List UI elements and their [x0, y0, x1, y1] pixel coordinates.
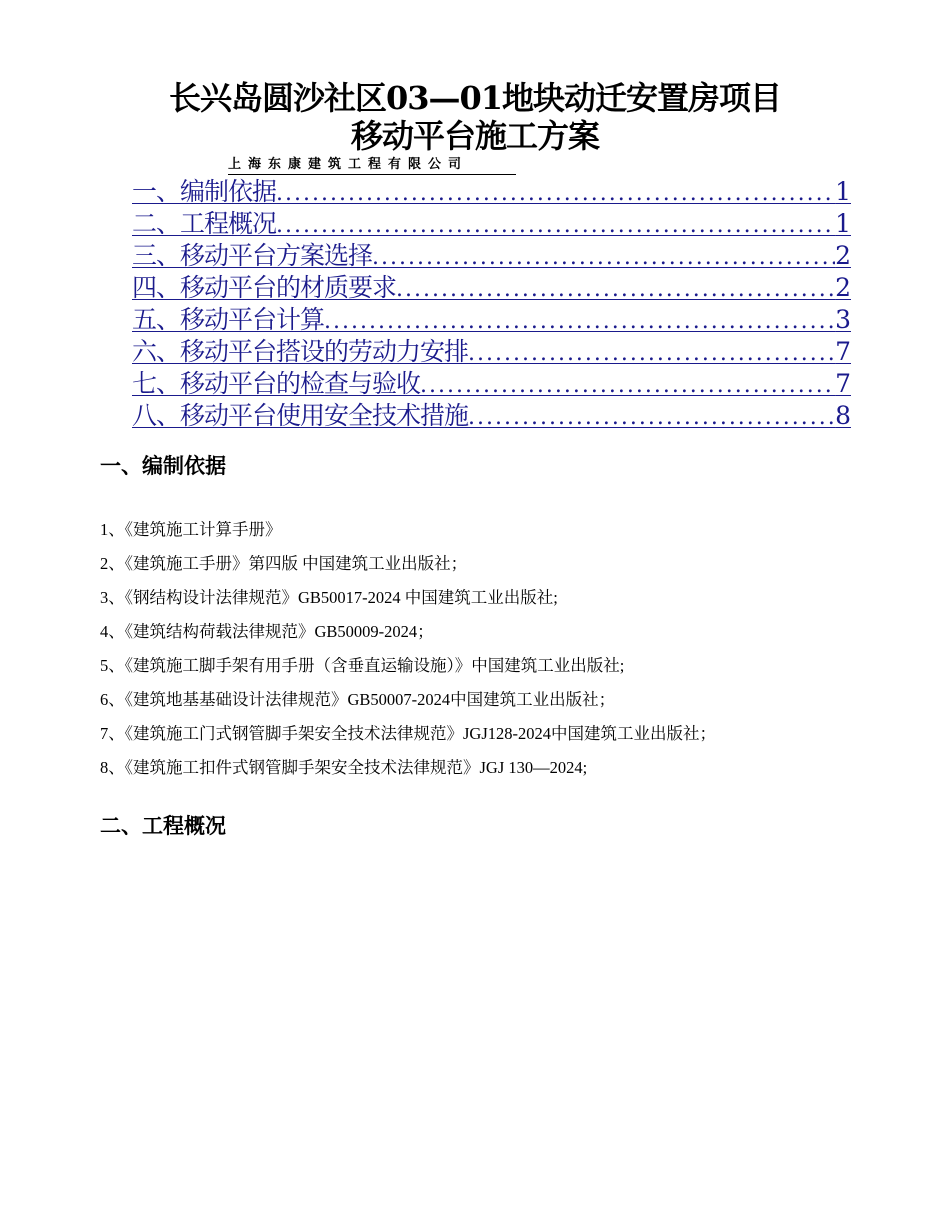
toc-dot-leader	[372, 242, 835, 272]
toc-page-number: 7	[835, 337, 851, 366]
list-item	[100, 685, 860, 719]
toc-page-number: 2	[835, 241, 851, 270]
list-item	[100, 515, 860, 549]
toc-entry-label: 四、移动平台的材质要求	[132, 273, 397, 302]
toc-entry-8[interactable]	[132, 400, 851, 432]
toc-page-number: 1	[835, 209, 851, 238]
toc-dot-leader	[468, 338, 835, 368]
document-title-line1: 长兴岛圆沙社区03—01地块动迁安置房项目	[168, 79, 782, 117]
list-item-number: 3、	[100, 588, 125, 607]
list-item-text: 《建筑施工脚手架有用手册（含垂直运输设施）》中国建筑工业出版社;	[124, 656, 625, 675]
section-heading-basis: 一、编制依据	[100, 454, 226, 478]
toc-entry-4[interactable]	[132, 272, 851, 304]
toc-entry-label: 一、编制依据	[132, 177, 277, 206]
table-of-contents	[132, 176, 851, 432]
list-item-text: 《建筑施工手册》第四版 中国建筑工业出版社；	[124, 554, 468, 573]
toc-dot-leader	[276, 178, 835, 208]
list-item	[100, 753, 860, 787]
toc-entry-3[interactable]	[132, 240, 851, 272]
section-heading-overview: 二、工程概况	[100, 814, 226, 838]
list-item-number: 5、	[100, 656, 125, 675]
toc-dot-leader	[324, 306, 835, 336]
toc-entry-6[interactable]	[132, 336, 851, 368]
toc-entry-label: 五、移动平台计算	[132, 305, 325, 334]
toc-entry-label: 七、移动平台的检查与验收	[132, 369, 421, 398]
toc-page-number: 2	[835, 273, 851, 302]
list-item-number: 7、	[100, 724, 125, 743]
list-item-number: 1、	[100, 520, 125, 539]
toc-entry-label: 二、工程概况	[132, 209, 277, 238]
toc-page-number: 1	[835, 177, 851, 206]
list-item-text: 《钢结构设计法律规范》GB50017-2024 中国建筑工业出版社;	[124, 588, 558, 607]
toc-page-number: 8	[835, 401, 851, 430]
toc-dot-leader	[276, 210, 835, 240]
toc-entry-7[interactable]	[132, 368, 851, 400]
toc-dot-leader	[468, 402, 835, 432]
document-title-line2: 移动平台施工方案	[350, 117, 599, 155]
toc-entry-label: 八、移动平台使用安全技术措施	[132, 401, 469, 430]
company-name: 上海东康建筑工程有限公司	[228, 156, 516, 175]
toc-entry-5[interactable]	[132, 304, 851, 336]
list-item	[100, 617, 860, 651]
toc-entry-2[interactable]	[132, 208, 851, 240]
list-item-number: 4、	[100, 622, 125, 641]
list-item-text: 《建筑施工计算手册》	[124, 520, 282, 539]
reference-list	[100, 515, 860, 787]
toc-page-number: 7	[835, 369, 851, 398]
list-item	[100, 583, 860, 617]
toc-entry-label: 六、移动平台搭设的劳动力安排	[132, 337, 469, 366]
toc-entry-label: 三、移动平台方案选择	[132, 241, 373, 270]
list-item-text: 《建筑地基基础设计法律规范》GB50007-2024中国建筑工业出版社；	[124, 690, 616, 709]
list-item-number: 6、	[100, 690, 125, 709]
toc-dot-leader	[420, 370, 835, 400]
list-item-text: 《建筑施工门式钢管脚手架安全技术法律规范》JGJ128-2024中国建筑工业出版社；	[124, 724, 717, 743]
list-item	[100, 549, 860, 583]
list-item-number: 8、	[100, 758, 125, 777]
list-item-number: 2、	[100, 554, 125, 573]
list-item-text: 《建筑结构荷载法律规范》GB50009-2024；	[124, 622, 434, 641]
toc-dot-leader	[396, 274, 835, 304]
list-item	[100, 719, 860, 753]
toc-page-number: 3	[835, 305, 851, 334]
list-item	[100, 651, 860, 685]
toc-entry-1[interactable]	[132, 176, 851, 208]
list-item-text: 《建筑施工扣件式钢管脚手架安全技术法律规范》JGJ 130—2024;	[124, 758, 588, 777]
